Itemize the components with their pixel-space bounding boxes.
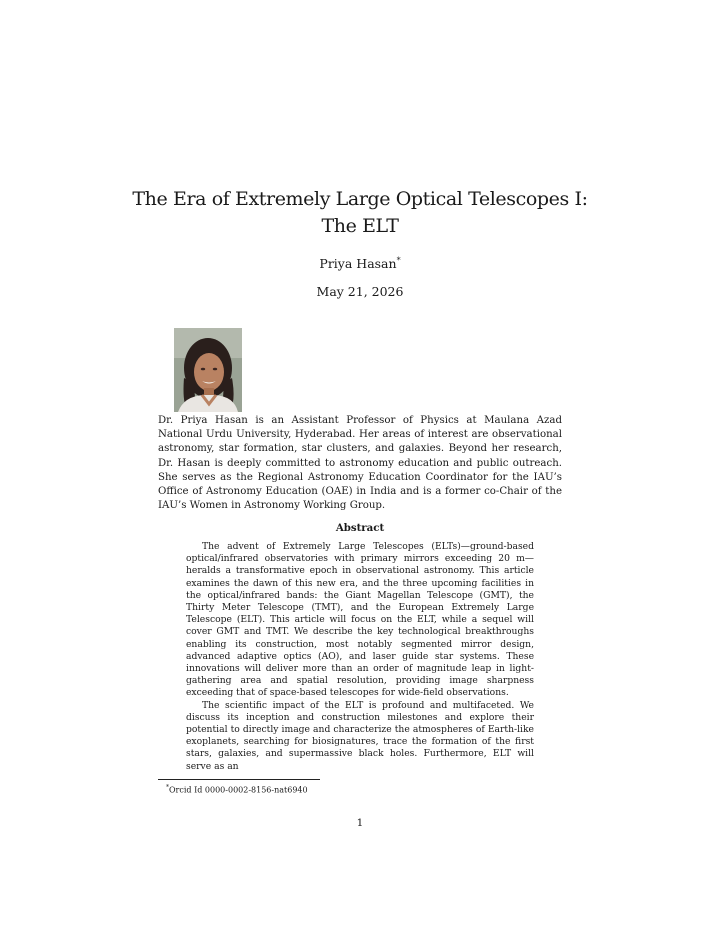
author-portrait-image [174, 328, 242, 412]
page-number: 1 [356, 817, 364, 829]
publication-date: May 21, 2026 [316, 284, 404, 299]
title-line-1: The Era of Extremely Large Optical Telescopes I: [132, 188, 588, 210]
author-photo [174, 328, 242, 412]
author-footnote-mark: * [396, 256, 401, 265]
author-name: Priya Hasan [319, 256, 397, 272]
footnote-text: Orcid Id 0000-0002-8156-nat6940 [169, 785, 308, 795]
author-line [160, 256, 560, 271]
abstract-paragraph-1: The advent of Extremely Large Telescopes (ELTs)—ground-based optical/infrared observatories with primary mirrors exceeding 20 m—heralds a transformative epoch in observational astronomy. This article examines the dawn of this new era, and the three upcoming facilities in the optical/infrared bands: the Giant Magellan Telescope (GMT), the Thirty Meter Telescope (TMT), and the European Extremely Large Telescope (ELT). This article will focus on the ELT, while a sequel will cover GMT and TMT. We describe the key technological breakthroughs enabling its construction, most notably segmented mirror design, advanced adaptive optics (AO), and laser guide star systems. These innovations will deliver more than an order of magnitude leap in light-gathering area and spatial resolution, providing image sharpness exceeding that of space-based telescopes for wide-field observations. [186, 541, 534, 699]
footnote-divider [158, 779, 320, 780]
title-line-2: The ELT [321, 215, 399, 237]
paper-title [120, 186, 600, 240]
abstract-body [186, 541, 534, 773]
abstract-heading: Abstract [335, 522, 385, 534]
author-biography: Dr. Priya Hasan is an Assistant Professor of Physics at Maulana Azad National Urdu University, Hyderabad. Her areas of interest are observational astronomy, star formation, star clusters, and galaxies. Beyond her research, Dr. Hasan is deeply committed to astronomy education and public outreach. She serves as the Regional Astronomy Education Coordinator for the IAU’s Office of Astronomy Education (OAE) in India and is a former co-Chair of the IAU’s Women in Astronomy Working Group. [158, 415, 562, 512]
abstract-paragraph-2: The scientific impact of the ELT is profound and multifaceted. We discuss its inception and construction milestones and explore their potential to directly image and characterize the atmospheres of Earth-like exoplanets, searching for biosignatures, trace the formation of the first stars, galaxies, and supermassive black holes. Furthermore, ELT will serve as an [186, 699, 534, 772]
footnote-mark: * [166, 784, 169, 791]
footnote [166, 783, 308, 796]
